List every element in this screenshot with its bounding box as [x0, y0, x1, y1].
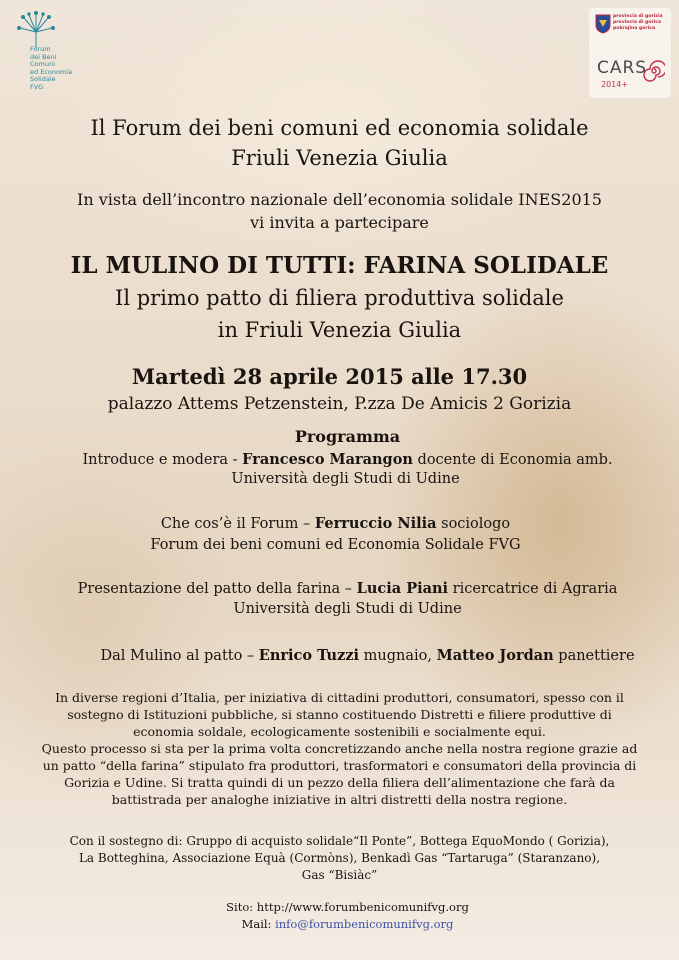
- support-line: Gas “Bisiàc”: [301, 868, 378, 882]
- event-place: palazzo Attems Petzenstein, P.zza De Amicis 2 Gorizia: [107, 394, 572, 414]
- description-line: Gorizia e Udine. Si tratta quindi di un pezzo della filiera dell’alimentazione che farà da: [64, 775, 615, 790]
- program-item-3: Presentazione del patto della farina – Lucia Piani ricercatrice di Agraria: [77, 580, 618, 597]
- program-heading: Programma: [294, 427, 401, 446]
- speaker-name: Enrico Tuzzi: [258, 647, 360, 664]
- intro-line-2: vi invita a partecipare: [250, 213, 429, 232]
- cars-year: 2014+: [601, 80, 629, 89]
- event-subtitle-1: Il primo patto di filiera produttiva solidale: [115, 286, 564, 310]
- speaker-name: Lucia Piani: [356, 580, 449, 597]
- program-item-3-affiliation: Università degli Studi di Udine: [233, 601, 462, 617]
- speaker-name: Ferruccio Nilia: [314, 515, 437, 532]
- description-line: In diverse regioni d’Italia, per iniziativa di cittadini produttori, consumatori, spesso con il: [55, 690, 624, 705]
- program-item-1: Introduce e modera - Francesco Marangon docente di Economia amb.: [82, 451, 613, 468]
- description-line: sostegno di Istituzioni pubbliche, si stanno costituendo Distretti e filiere produttive di: [67, 707, 612, 722]
- description-line: Questo processo si sta per la prima volta concretizzando anche nella nostra regione grazie ad: [41, 741, 638, 756]
- support-line: La Botteghina, Associazione Equà (Cormòns), Benkadì Gas “Tartaruga” (Staranzano),: [78, 851, 601, 865]
- program-item-2: Che cos’è il Forum – Ferruccio Nilia sociologo: [160, 515, 511, 532]
- speaker-name: Matteo Jordan: [436, 647, 554, 664]
- event-title: IL MULINO DI TUTTI: FARINA SOLIDALE: [70, 252, 609, 279]
- province-cars-logo: [589, 8, 671, 98]
- organizer-region: Friuli Venezia Giulia: [231, 146, 448, 170]
- description-line: un patto “della farina” stipulato fra produttori, trasformatori e consumatori della provincia di: [42, 758, 637, 773]
- forum-logo: [12, 8, 82, 91]
- event-date: Martedì 28 aprile 2015 alle 17.30: [131, 364, 528, 389]
- program-item-4: Dal Mulino al patto – Enrico Tuzzi mugnaio, Matteo Jordan panettiere: [100, 647, 635, 664]
- description-line: battistrada per analoghe iniziative in altri distretti della nostra regione.: [111, 792, 568, 807]
- description-line: economia soldale, ecologicamente sostenibili e socialmente equi.: [133, 724, 546, 739]
- province-name: provincia di gorizia provincia di gorica pokrajina gorica: [613, 14, 663, 31]
- dandelion-burst-icon: [16, 10, 56, 50]
- website-text: Sito: http://www.forumbenicomunifvg.org: [226, 900, 469, 914]
- speaker-name: Francesco Marangon: [242, 451, 413, 468]
- spiral-icon: [643, 60, 665, 82]
- mail-line: Mail: info@forumbenicomunifvg.org: [241, 917, 454, 931]
- program-item-2-affiliation: Forum dei beni comuni ed Economia Solidale FVG: [150, 537, 521, 553]
- intro-line-1: In vista dell’incontro nazionale dell’economia solidale INES2015: [77, 190, 602, 209]
- support-line: Con il sostegno di: Gruppo di acquisto solidale“Il Ponte”, Bottega EquoMondo ( Gorizia),: [69, 834, 610, 848]
- cars-logo-text: CARS: [597, 58, 648, 78]
- email-link[interactable]: info@forumbenicomunifvg.org: [275, 917, 454, 931]
- organizer-name: Il Forum dei beni comuni ed economia solidale: [90, 116, 589, 140]
- forum-logo-text: Forum dei Beni Comuni ed Economia Solidale FVG: [30, 45, 73, 91]
- event-subtitle-2: in Friuli Venezia Giulia: [217, 318, 462, 342]
- province-shield-icon: [595, 14, 611, 34]
- program-item-1-affiliation: Università degli Studi di Udine: [231, 471, 460, 487]
